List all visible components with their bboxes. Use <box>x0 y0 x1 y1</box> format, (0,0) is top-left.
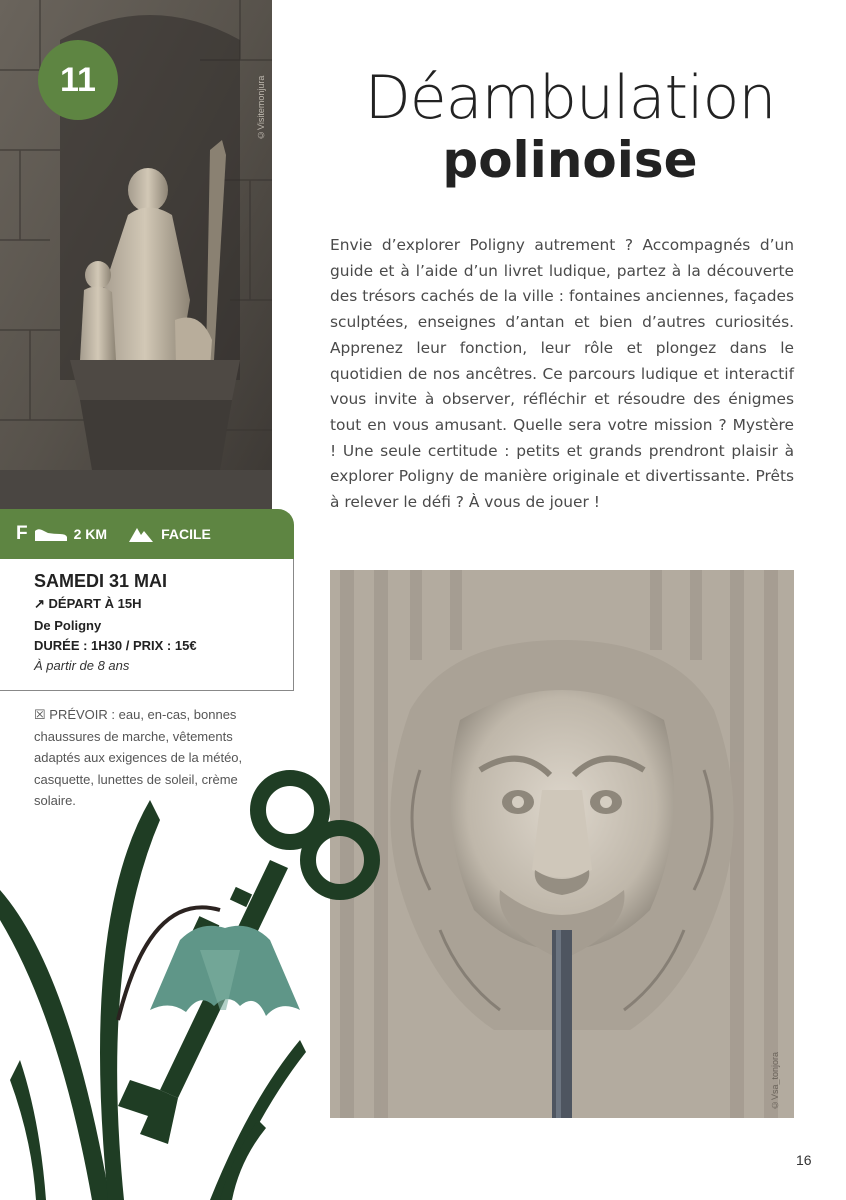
leaf-shape <box>0 890 110 1200</box>
distance-label: 2 KM <box>73 526 108 542</box>
page-title <box>330 62 810 190</box>
info-bar <box>0 509 294 559</box>
duration-price: DURÉE : 1H30 / PRIX : 15€ <box>34 638 197 653</box>
departure-time <box>34 596 293 612</box>
flower-icon <box>150 926 300 1016</box>
level-letter: F <box>16 523 28 544</box>
mountain-icon <box>129 526 153 542</box>
key-flower-illustration <box>0 760 400 1200</box>
departure-place: De Poligny <box>34 618 102 633</box>
prevoir-content: PRÉVOIR : eau, en-cas, bonnes chaussures de marche, vêtements adaptés aux exigences de la météo, casquette, lunettes de soleil, crème solaire. <box>34 707 243 808</box>
activity-number-badge: 11 <box>38 40 118 120</box>
age-requirement: À partir de 8 ans <box>34 658 130 673</box>
photo-credit: ©Vsa_tonjora <box>770 1051 780 1110</box>
photo-credit: ©Visitemonjura <box>256 75 266 140</box>
page-number: 16 <box>796 1152 812 1168</box>
info-card <box>0 559 294 691</box>
title-line-2: polinoise <box>442 131 698 189</box>
shoe-icon <box>34 527 68 541</box>
event-date: SAMEDI 31 MAI <box>34 571 168 591</box>
description-paragraph: Envie d’explorer Poligny autrement ? Accompagnés d’un guide et à l’aide d’un livret ludique, partez à la découverte des trésors cachés de la ville : fontaines anciennes, façades sculptées, enseignes d’antan et bien d’autres curiosités. Apprenez leur fonction, leur rôle et plongez dans le quotidien de nos ancêtres. Ce parcours ludique et interactif vous invite à observer, réfléchir et résoudre des énigmes tout en vous amusant. Quelle sera votre mission ? Mystère ! Une seule certitude : petits et grands prendront plaisir à explorer Poligny de manière originale et divertissante. Prêts à relever le défi ? À vous de jouer ! <box>330 236 794 512</box>
difficulty-label: FACILE <box>161 526 211 542</box>
title-line-1: Déambulation <box>364 63 776 133</box>
checkbox-icon: ☒ <box>34 707 50 722</box>
leaf-shape <box>100 800 160 1200</box>
leaf-shape <box>10 1060 46 1200</box>
departure-text: DÉPART À 15H <box>48 596 142 611</box>
arrow-up-right-icon: ↗ <box>34 596 49 611</box>
